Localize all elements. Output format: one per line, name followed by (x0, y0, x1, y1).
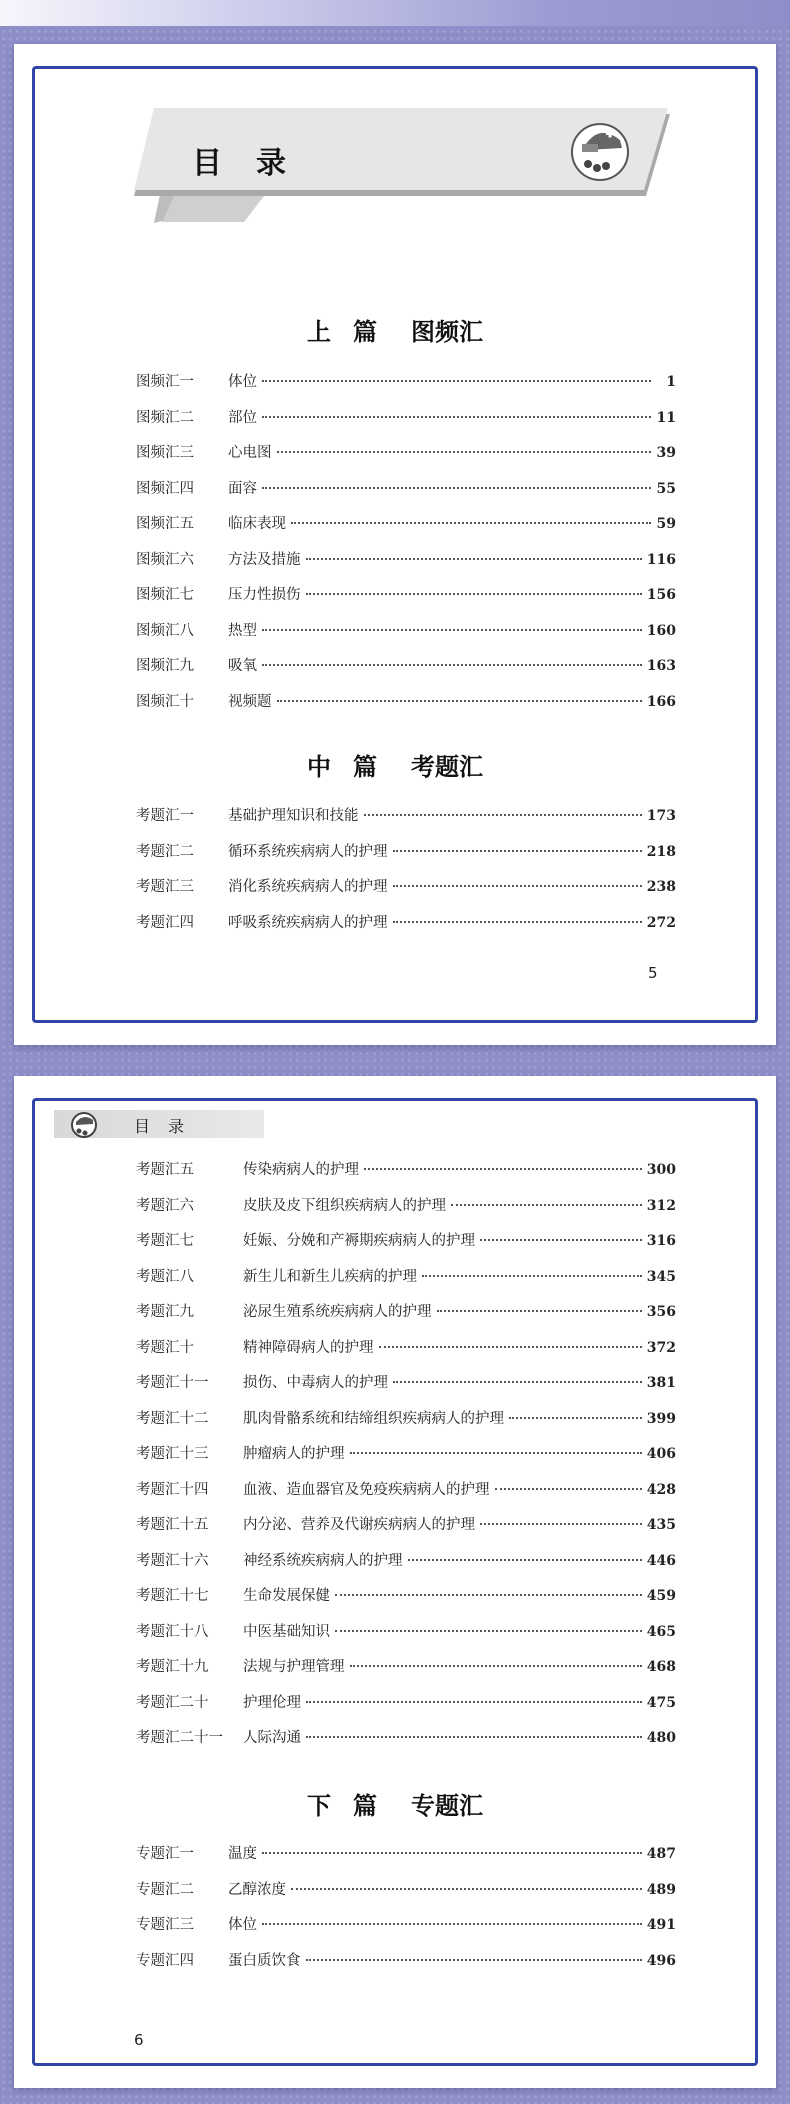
toc-entry-title: 传染病病人的护理 (243, 1162, 359, 1178)
toc-entry (136, 1726, 676, 1762)
toc-entry-code: 图频汇二 (136, 409, 194, 426)
toc-entry (136, 875, 676, 911)
toc-entry-code: 考题汇十三 (136, 1446, 209, 1462)
toc-leader-dots (495, 1487, 642, 1490)
toc-entry-page: 435 (646, 1517, 676, 1533)
toc-entry-page: 272 (646, 914, 676, 931)
toc-list-upper (136, 370, 676, 725)
toc-entry-page: 406 (646, 1446, 676, 1462)
toc-entry-code: 考题汇三 (136, 879, 194, 895)
toc-list-middle (136, 804, 676, 946)
toc-entry-page: 55 (656, 480, 676, 497)
toc-leader-dots (393, 920, 642, 923)
toc-entry (136, 548, 676, 584)
toc-leader-dots (262, 486, 651, 489)
toc-entry (136, 1265, 676, 1301)
toc-entry-title: 泌尿生殖系统疾病病人的护理 (243, 1304, 432, 1320)
toc-entry-page: 446 (646, 1552, 676, 1569)
toc-entry-code: 考题汇十五 (136, 1517, 209, 1533)
toc-entry-title: 乙醇浓度 (228, 1881, 286, 1898)
toc-entry-code: 考题汇九 (136, 1304, 194, 1320)
toc-entry-code: 考题汇十一 (136, 1375, 209, 1391)
toc-banner (134, 108, 674, 223)
toc-leader-dots (350, 1451, 642, 1454)
toc-entry-title: 精神障碍病人的护理 (243, 1339, 374, 1356)
toc-entry (136, 804, 676, 840)
toc-entry-code: 图频汇七 (136, 587, 194, 603)
toc-entry-code: 图频汇一 (136, 374, 194, 390)
toc-entry-code: 考题汇二十一 (136, 1730, 223, 1746)
toc-entry-title: 皮肤及皮下组织疾病病人的护理 (243, 1197, 446, 1214)
toc-entry-code: 考题汇十八 (136, 1623, 209, 1640)
toc-entry-page: 218 (646, 843, 676, 860)
toc-entry-title: 视频题 (228, 693, 272, 710)
section-title-upper (14, 312, 776, 347)
toc-entry-title: 热型 (228, 622, 257, 639)
toc-leader-dots (480, 1522, 642, 1525)
toc-entry-page: 491 (646, 1917, 676, 1933)
toc-entry-code: 图频汇五 (136, 516, 194, 532)
toc-leader-dots (277, 450, 652, 453)
toc-entry (136, 1513, 676, 1549)
toc-entry-title: 护理伦理 (243, 1694, 301, 1711)
toc-leader-dots (379, 1345, 642, 1348)
toc-entry-page: 300 (646, 1162, 676, 1178)
toc-page-5 (14, 44, 776, 1045)
toc-entry-page: 475 (646, 1694, 676, 1711)
toc-leader-dots (277, 699, 642, 702)
toc-entry (136, 477, 676, 513)
toc-entry (136, 441, 676, 477)
toc-entry-page: 160 (646, 622, 676, 639)
toc-entry-title: 内分泌、营养及代谢疾病病人的护理 (243, 1517, 475, 1533)
toc-leader-dots (306, 557, 642, 560)
toc-entry-page: 381 (646, 1375, 676, 1391)
toc-entry-title: 生命发展保健 (243, 1588, 330, 1604)
toc-leader-dots (262, 628, 642, 631)
toc-entry-code: 考题汇二十 (136, 1694, 209, 1711)
toc-leader-dots (306, 1700, 642, 1703)
toc-entry-title: 妊娠、分娩和产褥期疾病病人的护理 (243, 1233, 475, 1249)
running-header-title: 目录 (134, 1117, 203, 1136)
toc-entry-title: 部位 (228, 409, 257, 426)
toc-entry (136, 512, 676, 548)
toc-leader-dots (393, 1380, 642, 1383)
toc-entry-code: 考题汇八 (136, 1268, 194, 1285)
page-number: 6 (134, 2031, 144, 2049)
toc-leader-dots (364, 813, 642, 816)
toc-entry-title: 血液、造血器官及免疫疾病病人的护理 (243, 1481, 490, 1498)
section-name: 图频汇 (411, 317, 483, 346)
toc-entry-code: 专题汇四 (136, 1952, 194, 1969)
toc-entry-code: 专题汇二 (136, 1881, 194, 1898)
toc-entry-page: 312 (646, 1197, 676, 1214)
toc-entry (136, 1584, 676, 1620)
toc-entry-page: 163 (646, 658, 676, 674)
section-name: 考题汇 (411, 752, 483, 781)
toc-entry-page: 59 (656, 516, 676, 532)
toc-leader-dots (335, 1629, 642, 1632)
toc-list-middle-continued (136, 1158, 676, 1762)
toc-entry-code: 图频汇四 (136, 480, 194, 497)
toc-entry (136, 619, 676, 655)
toc-entry (136, 690, 676, 726)
toc-entry (136, 583, 676, 619)
toc-leader-dots (509, 1416, 642, 1419)
toc-entry-title: 吸氧 (228, 658, 257, 674)
toc-entry-page: 316 (646, 1233, 676, 1249)
toc-entry-code: 图频汇六 (136, 551, 194, 568)
toc-entry-title: 方法及措施 (228, 551, 301, 568)
toc-entry-title: 损伤、中毒病人的护理 (243, 1375, 388, 1391)
section-title-lower (14, 1786, 776, 1821)
toc-entry (136, 1371, 676, 1407)
section-name: 专题汇 (411, 1791, 483, 1820)
toc-entry-title: 临床表现 (228, 516, 286, 532)
toc-entry-title: 中医基础知识 (243, 1623, 330, 1640)
toc-entry-page: 465 (646, 1623, 676, 1640)
toc-entry (136, 654, 676, 690)
toc-entry-code: 考题汇十二 (136, 1410, 209, 1427)
nurse-cap-icon (564, 114, 644, 186)
toc-entry-page: 166 (646, 693, 676, 710)
toc-entry-code: 考题汇二 (136, 843, 194, 860)
toc-leader-dots (480, 1238, 642, 1241)
toc-page-6 (14, 1076, 776, 2088)
toc-entry-code: 考题汇五 (136, 1162, 194, 1178)
toc-entry-page: 459 (646, 1588, 676, 1604)
toc-leader-dots (350, 1664, 642, 1667)
toc-entry-page: 116 (646, 551, 676, 568)
toc-entry-code: 考题汇十 (136, 1339, 194, 1356)
toc-leader-dots (262, 415, 651, 418)
toc-leader-dots (306, 592, 642, 595)
section-label: 下篇 (307, 1791, 399, 1820)
toc-entry-page: 480 (646, 1730, 676, 1746)
toc-entry-page: 496 (646, 1952, 676, 1969)
toc-leader-dots (451, 1203, 642, 1206)
toc-entry-code: 图频汇八 (136, 622, 194, 639)
toc-entry-title: 消化系统疾病病人的护理 (228, 879, 388, 895)
toc-entry-title: 基础护理知识和技能 (228, 808, 359, 824)
toc-entry-title: 呼吸系统疾病病人的护理 (228, 914, 388, 931)
section-label: 中篇 (307, 752, 399, 781)
toc-entry-title: 肿瘤病人的护理 (243, 1446, 345, 1462)
toc-entry (136, 1478, 676, 1514)
toc-leader-dots (262, 1851, 642, 1854)
toc-entry-title: 蛋白质饮食 (228, 1952, 301, 1969)
toc-entry-page: 173 (646, 808, 676, 824)
toc-leader-dots (306, 1958, 642, 1961)
toc-entry-page: 399 (646, 1410, 676, 1427)
toc-entry-title: 神经系统疾病病人的护理 (243, 1552, 403, 1569)
toc-entry (136, 406, 676, 442)
toc-entry (136, 1842, 676, 1878)
toc-entry-code: 图频汇十 (136, 693, 194, 710)
toc-entry-title: 肌肉骨骼系统和结缔组织疾病病人的护理 (243, 1410, 504, 1427)
toc-entry-page: 238 (646, 879, 676, 895)
nurse-emblem-icon (69, 1110, 99, 1140)
toc-entry (136, 1620, 676, 1656)
toc-entry-code: 专题汇一 (136, 1846, 194, 1862)
toc-leader-dots (306, 1735, 642, 1738)
toc-entry (136, 1229, 676, 1265)
toc-entry-code: 图频汇九 (136, 658, 194, 674)
toc-leader-dots (422, 1274, 642, 1277)
toc-leader-dots (364, 1167, 642, 1170)
toc-leader-dots (291, 1887, 642, 1890)
toc-entry-page: 345 (646, 1268, 676, 1285)
toc-entry-title: 新生儿和新生儿疾病的护理 (243, 1268, 417, 1285)
toc-entry (136, 370, 676, 406)
toc-entry-title: 压力性损伤 (228, 587, 301, 603)
toc-leader-dots (262, 379, 651, 382)
toc-entry (136, 1158, 676, 1194)
toc-entry (136, 1549, 676, 1585)
toc-entry-code: 考题汇十六 (136, 1552, 209, 1569)
toc-leader-dots (393, 884, 642, 887)
toc-entry-code: 考题汇一 (136, 808, 194, 824)
toc-entry-code: 考题汇十七 (136, 1588, 209, 1604)
toc-entry (136, 1300, 676, 1336)
toc-entry-page: 11 (656, 409, 676, 426)
toc-entry-page: 356 (646, 1304, 676, 1320)
toc-entry-code: 考题汇十九 (136, 1659, 209, 1675)
toc-entry-code: 考题汇十四 (136, 1481, 209, 1498)
top-gradient-strip (0, 0, 790, 26)
toc-entry (136, 1913, 676, 1949)
toc-entry-title: 体位 (228, 1917, 257, 1933)
toc-entry (136, 1407, 676, 1443)
toc-leader-dots (291, 521, 651, 524)
toc-leader-dots (262, 1922, 642, 1925)
toc-entry (136, 911, 676, 947)
toc-entry-title: 温度 (228, 1846, 257, 1862)
section-title-middle (14, 747, 776, 782)
toc-entry (136, 1655, 676, 1691)
toc-entry-page: 428 (646, 1481, 676, 1498)
page-number: 5 (648, 964, 658, 982)
toc-entry-title: 法规与护理管理 (243, 1659, 345, 1675)
toc-leader-dots (335, 1593, 642, 1596)
toc-entry-title: 面容 (228, 480, 257, 497)
toc-entry-title: 体位 (228, 374, 257, 390)
toc-leader-dots (437, 1309, 642, 1312)
banner-title: 目录 (192, 146, 320, 181)
toc-entry-code: 考题汇七 (136, 1233, 194, 1249)
toc-entry-code: 专题汇三 (136, 1917, 194, 1933)
toc-entry-page: 372 (646, 1339, 676, 1356)
toc-entry-title: 心电图 (228, 445, 272, 461)
toc-entry-title: 人际沟通 (243, 1730, 301, 1746)
toc-entry (136, 1878, 676, 1914)
toc-entry (136, 1194, 676, 1230)
toc-entry-page: 468 (646, 1659, 676, 1675)
toc-entry (136, 1691, 676, 1727)
toc-entry-title: 循环系统疾病病人的护理 (228, 843, 388, 860)
toc-entry-code: 图频汇三 (136, 445, 194, 461)
toc-list-lower (136, 1842, 676, 1984)
toc-entry-page: 156 (646, 587, 676, 603)
toc-leader-dots (393, 849, 642, 852)
section-label: 上篇 (307, 317, 399, 346)
toc-entry-code: 考题汇四 (136, 914, 194, 931)
toc-leader-dots (262, 663, 642, 666)
toc-leader-dots (408, 1558, 642, 1561)
toc-entry (136, 1442, 676, 1478)
toc-entry (136, 1949, 676, 1985)
toc-entry-page: 487 (646, 1846, 676, 1862)
toc-entry (136, 1336, 676, 1372)
toc-entry (136, 840, 676, 876)
toc-entry-page: 39 (656, 445, 676, 461)
toc-entry-page: 1 (666, 374, 676, 390)
toc-entry-page: 489 (646, 1881, 676, 1898)
toc-entry-code: 考题汇六 (136, 1197, 194, 1214)
